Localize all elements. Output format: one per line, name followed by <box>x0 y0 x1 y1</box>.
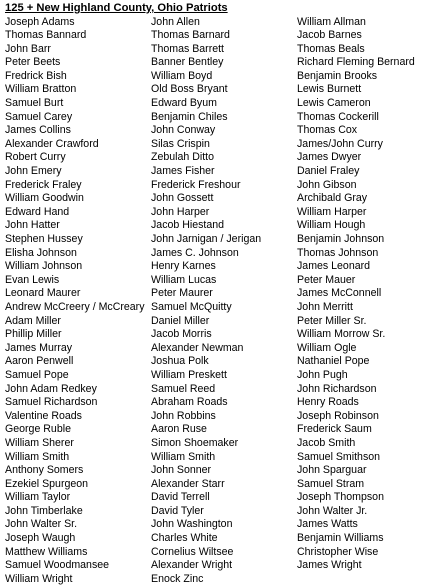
patriot-name: James McConnell <box>297 287 415 301</box>
patriot-name: Ezekiel Spurgeon <box>5 478 145 492</box>
patriot-name: Frederick Freshour <box>151 179 261 193</box>
patriot-name: Alexander Crawford <box>5 138 145 152</box>
patriot-name: Archibald Gray <box>297 192 415 206</box>
patriot-name: John Gibson <box>297 179 415 193</box>
patriot-name: William Allman <box>297 16 415 30</box>
document-title: 125 + New Highland County, Ohio Patriots <box>5 1 228 15</box>
patriot-name: William Bratton <box>5 83 145 97</box>
name-column-2 <box>151 16 261 586</box>
patriot-name: Samuel Reed <box>151 383 261 397</box>
patriot-name: John Walter Sr. <box>5 518 145 532</box>
patriot-name: John Conway <box>151 124 261 138</box>
patriot-name: John Walter Jr. <box>297 505 415 519</box>
patriot-name: Daniel Miller <box>151 315 261 329</box>
patriot-name: William Sherer <box>5 437 145 451</box>
patriot-name: Henry Karnes <box>151 260 261 274</box>
patriot-name: Andrew McCreery / McCreary <box>5 301 145 315</box>
patriot-name: Nathaniel Pope <box>297 355 415 369</box>
patriot-name: George Ruble <box>5 423 145 437</box>
patriot-name: Thomas Cox <box>297 124 415 138</box>
patriot-name: William Smith <box>5 451 145 465</box>
patriot-name: Henry Roads <box>297 396 415 410</box>
patriot-name: Robert Curry <box>5 151 145 165</box>
patriot-name: Valentine Roads <box>5 410 145 424</box>
name-column-3 <box>297 16 415 573</box>
patriot-name: Thomas Barnard <box>151 29 261 43</box>
patriot-name: James Collins <box>5 124 145 138</box>
patriot-name: Samuel Pope <box>5 369 145 383</box>
patriot-name: Stephen Hussey <box>5 233 145 247</box>
patriot-name: Silas Crispin <box>151 138 261 152</box>
patriot-name: John Emery <box>5 165 145 179</box>
patriot-name: Phillip Miller <box>5 328 145 342</box>
patriot-name: Samuel Carey <box>5 111 145 125</box>
patriot-name: William Wright <box>5 573 145 586</box>
patriot-name: Joseph Robinson <box>297 410 415 424</box>
patriot-name: John Adam Redkey <box>5 383 145 397</box>
patriot-name: Charles White <box>151 532 261 546</box>
patriot-name: Benjamin Williams <box>297 532 415 546</box>
patriot-name: Samuel Burt <box>5 97 145 111</box>
patriot-name: Matthew Williams <box>5 546 145 560</box>
patriot-name: Peter Mauer <box>297 274 415 288</box>
patriot-name: Benjamin Chiles <box>151 111 261 125</box>
patriot-name: John Sparguar <box>297 464 415 478</box>
patriot-name: Jacob Smith <box>297 437 415 451</box>
patriot-name: Samuel Richardson <box>5 396 145 410</box>
patriot-name: Banner Bentley <box>151 56 261 70</box>
patriot-name: David Tyler <box>151 505 261 519</box>
patriot-name: Anthony Somers <box>5 464 145 478</box>
patriot-name: John Merritt <box>297 301 415 315</box>
patriot-name: Alexander Starr <box>151 478 261 492</box>
patriot-name: Joseph Waugh <box>5 532 145 546</box>
patriot-name: John Hatter <box>5 219 145 233</box>
patriot-name: Aaron Ruse <box>151 423 261 437</box>
patriot-name: James Wright <box>297 559 415 573</box>
patriot-name: Edward Hand <box>5 206 145 220</box>
patriot-name: Zebulah Ditto <box>151 151 261 165</box>
patriot-name: Evan Lewis <box>5 274 145 288</box>
patriot-name: Peter Beets <box>5 56 145 70</box>
patriot-name: Old Boss Bryant <box>151 83 261 97</box>
patriot-name: Adam Miller <box>5 315 145 329</box>
patriot-name: Aaron Penwell <box>5 355 145 369</box>
patriot-name: John Gossett <box>151 192 261 206</box>
patriot-name: John Harper <box>151 206 261 220</box>
patriot-name: Frederick Saum <box>297 423 415 437</box>
patriot-name: John Jarnigan / Jerigan <box>151 233 261 247</box>
patriot-name: Jacob Morris <box>151 328 261 342</box>
patriot-name: Richard Fleming Bernard <box>297 56 415 70</box>
patriot-name: John Pugh <box>297 369 415 383</box>
patriot-name: Daniel Fraley <box>297 165 415 179</box>
patriot-name: Abraham Roads <box>151 396 261 410</box>
patriot-name: Thomas Bannard <box>5 29 145 43</box>
patriot-name: Simon Shoemaker <box>151 437 261 451</box>
patriot-name: Peter Miller Sr. <box>297 315 415 329</box>
patriot-name: James C. Johnson <box>151 247 261 261</box>
patriot-name: John Robbins <box>151 410 261 424</box>
patriot-name: James Watts <box>297 518 415 532</box>
patriot-name: William Harper <box>297 206 415 220</box>
patriot-name: John Barr <box>5 43 145 57</box>
patriot-name: William Goodwin <box>5 192 145 206</box>
patriot-name: Benjamin Brooks <box>297 70 415 84</box>
patriot-name: Jacob Hiestand <box>151 219 261 233</box>
patriot-name: William Johnson <box>5 260 145 274</box>
patriot-name: Joshua Polk <box>151 355 261 369</box>
patriot-name: Leonard Maurer <box>5 287 145 301</box>
patriot-name: Peter Maurer <box>151 287 261 301</box>
patriot-name: John Sonner <box>151 464 261 478</box>
patriot-name: James Leonard <box>297 260 415 274</box>
patriot-name: Lewis Burnett <box>297 83 415 97</box>
patriot-name: David Terrell <box>151 491 261 505</box>
patriot-name: Jacob Barnes <box>297 29 415 43</box>
patriot-name: Edward Byum <box>151 97 261 111</box>
patriot-name: William Boyd <box>151 70 261 84</box>
patriot-name: John Washington <box>151 518 261 532</box>
patriot-name: William Lucas <box>151 274 261 288</box>
patriot-name: Thomas Cockerill <box>297 111 415 125</box>
patriot-name: James Murray <box>5 342 145 356</box>
patriot-name: Samuel Woodmansee <box>5 559 145 573</box>
patriot-name: James Fisher <box>151 165 261 179</box>
patriot-name: John Richardson <box>297 383 415 397</box>
patriot-name: Joseph Adams <box>5 16 145 30</box>
name-column-1 <box>5 16 145 586</box>
patriot-name: Samuel McQuitty <box>151 301 261 315</box>
patriot-name: Thomas Barrett <box>151 43 261 57</box>
patriot-name: Thomas Johnson <box>297 247 415 261</box>
patriot-name: Frederick Fraley <box>5 179 145 193</box>
patriot-name: William Morrow Sr. <box>297 328 415 342</box>
patriot-name: Elisha Johnson <box>5 247 145 261</box>
patriot-name: Christopher Wise <box>297 546 415 560</box>
patriot-name: Samuel Smithson <box>297 451 415 465</box>
patriot-name: William Ogle <box>297 342 415 356</box>
patriot-name: James Dwyer <box>297 151 415 165</box>
patriot-name: Samuel Stram <box>297 478 415 492</box>
patriot-name: Thomas Beals <box>297 43 415 57</box>
patriot-name: Benjamin Johnson <box>297 233 415 247</box>
patriot-name: Fredrick Bish <box>5 70 145 84</box>
patriot-name: William Taylor <box>5 491 145 505</box>
patriot-name: Lewis Cameron <box>297 97 415 111</box>
patriot-name: Joseph Thompson <box>297 491 415 505</box>
patriot-name: John Allen <box>151 16 261 30</box>
patriot-name: William Preskett <box>151 369 261 383</box>
patriot-name: Alexander Newman <box>151 342 261 356</box>
patriot-name: William Hough <box>297 219 415 233</box>
patriot-name: Alexander Wright <box>151 559 261 573</box>
patriot-name: William Smith <box>151 451 261 465</box>
patriot-name: John Timberlake <box>5 505 145 519</box>
patriot-name: James/John Curry <box>297 138 415 152</box>
patriot-name: Enock Zinc <box>151 573 261 586</box>
patriot-name: Cornelius Wiltsee <box>151 546 261 560</box>
